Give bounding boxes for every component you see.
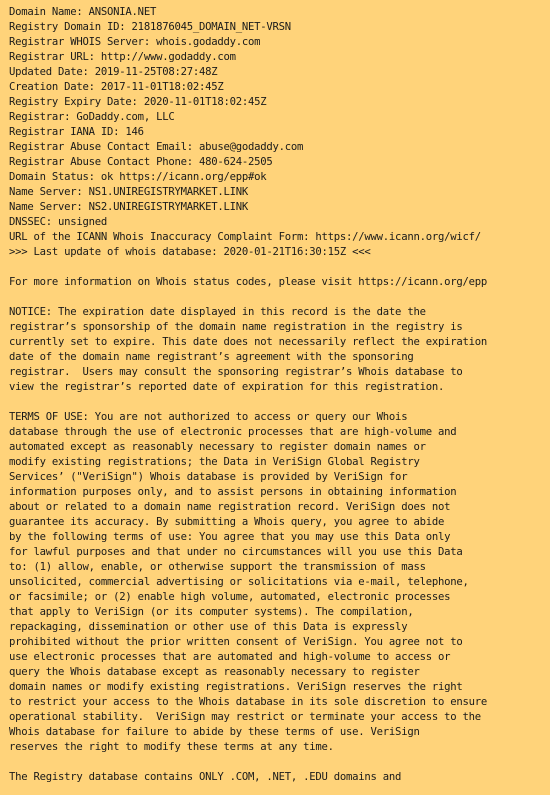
whois-line: For more information on Whois status codes, please visit https://icann.org/epp (9, 276, 487, 288)
whois-line: Registrar IANA ID: 146 (9, 126, 144, 138)
terms-line: use electronic processes that are automated and high-volume to access or (9, 651, 451, 663)
whois-line: Registry Domain ID: 2181876045_DOMAIN_NET-VRSN (9, 21, 291, 33)
whois-line: DNSSEC: unsigned (9, 216, 108, 228)
terms-line: domain names or modify existing registrations. VeriSign reserves the right (9, 681, 463, 693)
notice-line: registrar. Users may consult the sponsoring registrar’s Whois database to (9, 366, 463, 378)
terms-line: modify existing registrations; the Data in VeriSign Global Registry (9, 456, 420, 468)
whois-line: Domain Status: ok https://icann.org/epp#ok (9, 171, 267, 183)
terms-line: unsolicited, commercial advertising or solicitations via e-mail, telephone, (9, 576, 469, 588)
whois-line: Registrar URL: http://www.godaddy.com (9, 51, 236, 63)
blank-line (9, 395, 550, 410)
terms-line: TERMS OF USE: You are not authorized to access or query our Whois (9, 411, 408, 423)
terms-line: for lawful purposes and that under no circumstances will you use this Data (9, 546, 463, 558)
terms-line: Services’ ("VeriSign") Whois database is provided by VeriSign for (9, 471, 408, 483)
registry-note-line: The Registry database contains ONLY .COM, .NET, .EDU domains and (9, 771, 402, 783)
terms-line: that apply to VeriSign (or its computer systems). The compilation, (9, 606, 414, 618)
whois-line: Registrar Abuse Contact Phone: 480-624-2505 (9, 156, 273, 168)
terms-line: about or related to a domain name registration record. VeriSign does not (9, 501, 451, 513)
terms-line: database through the use of electronic processes that are high-volume and (9, 426, 457, 438)
whois-line: Updated Date: 2019-11-25T08:27:48Z (9, 66, 218, 78)
notice-line: currently set to expire. This date does not necessarily reflect the expiration (9, 336, 487, 348)
notice-line: NOTICE: The expiration date displayed in this record is the date the (9, 306, 426, 318)
terms-line: prohibited without the prior written consent of VeriSign. You agree not to (9, 636, 463, 648)
whois-line: Creation Date: 2017-11-01T18:02:45Z (9, 81, 224, 93)
terms-line: to: (1) allow, enable, or otherwise support the transmission of mass (9, 561, 426, 573)
whois-line: Registrar WHOIS Server: whois.godaddy.com (9, 36, 261, 48)
blank-line (9, 755, 550, 770)
terms-line: guarantee its accuracy. By submitting a Whois query, you agree to abide (9, 516, 445, 528)
blank-line (9, 260, 550, 275)
terms-line: automated except as reasonably necessary to register domain names or (9, 441, 426, 453)
whois-line: Domain Name: ANSONIA.NET (9, 6, 157, 18)
whois-line: >>> Last update of whois database: 2020-01-21T16:30:15Z <<< (9, 246, 371, 258)
blank-line (9, 290, 550, 305)
whois-line: Name Server: NS2.UNIREGISTRYMARKET.LINK (9, 201, 248, 213)
terms-line: or facsimile; or (2) enable high volume, automated, electronic processes (9, 591, 451, 603)
terms-line: repackaging, dissemination or other use of this Data is expressly (9, 621, 408, 633)
terms-line: query the Whois database except as reasonably necessary to register (9, 666, 420, 678)
whois-line: Name Server: NS1.UNIREGISTRYMARKET.LINK (9, 186, 248, 198)
terms-line: reserves the right to modify these terms at any time. (9, 741, 334, 753)
terms-line: operational stability. VeriSign may restrict or terminate your access to the (9, 711, 481, 723)
whois-line: Registry Expiry Date: 2020-11-01T18:02:45Z (9, 96, 267, 108)
whois-line: URL of the ICANN Whois Inaccuracy Complaint Form: https://www.icann.org/wicf/ (9, 231, 481, 243)
terms-line: by the following terms of use: You agree that you may use this Data only (9, 531, 451, 543)
whois-line: Registrar: GoDaddy.com, LLC (9, 111, 175, 123)
terms-line: Whois database for failure to abide by these terms of use. VeriSign (9, 726, 420, 738)
notice-line: registrar’s sponsorship of the domain name registration in the registry is (9, 321, 463, 333)
notice-line: view the registrar’s reported date of expiration for this registration. (9, 381, 445, 393)
terms-line: to restrict your access to the Whois database in its sole discretion to ensure (9, 696, 487, 708)
notice-line: date of the domain name registrant’s agreement with the sponsoring (9, 351, 414, 363)
terms-line: information purposes only, and to assist persons in obtaining information (9, 486, 457, 498)
whois-line: Registrar Abuse Contact Email: abuse@godaddy.com (9, 141, 304, 153)
